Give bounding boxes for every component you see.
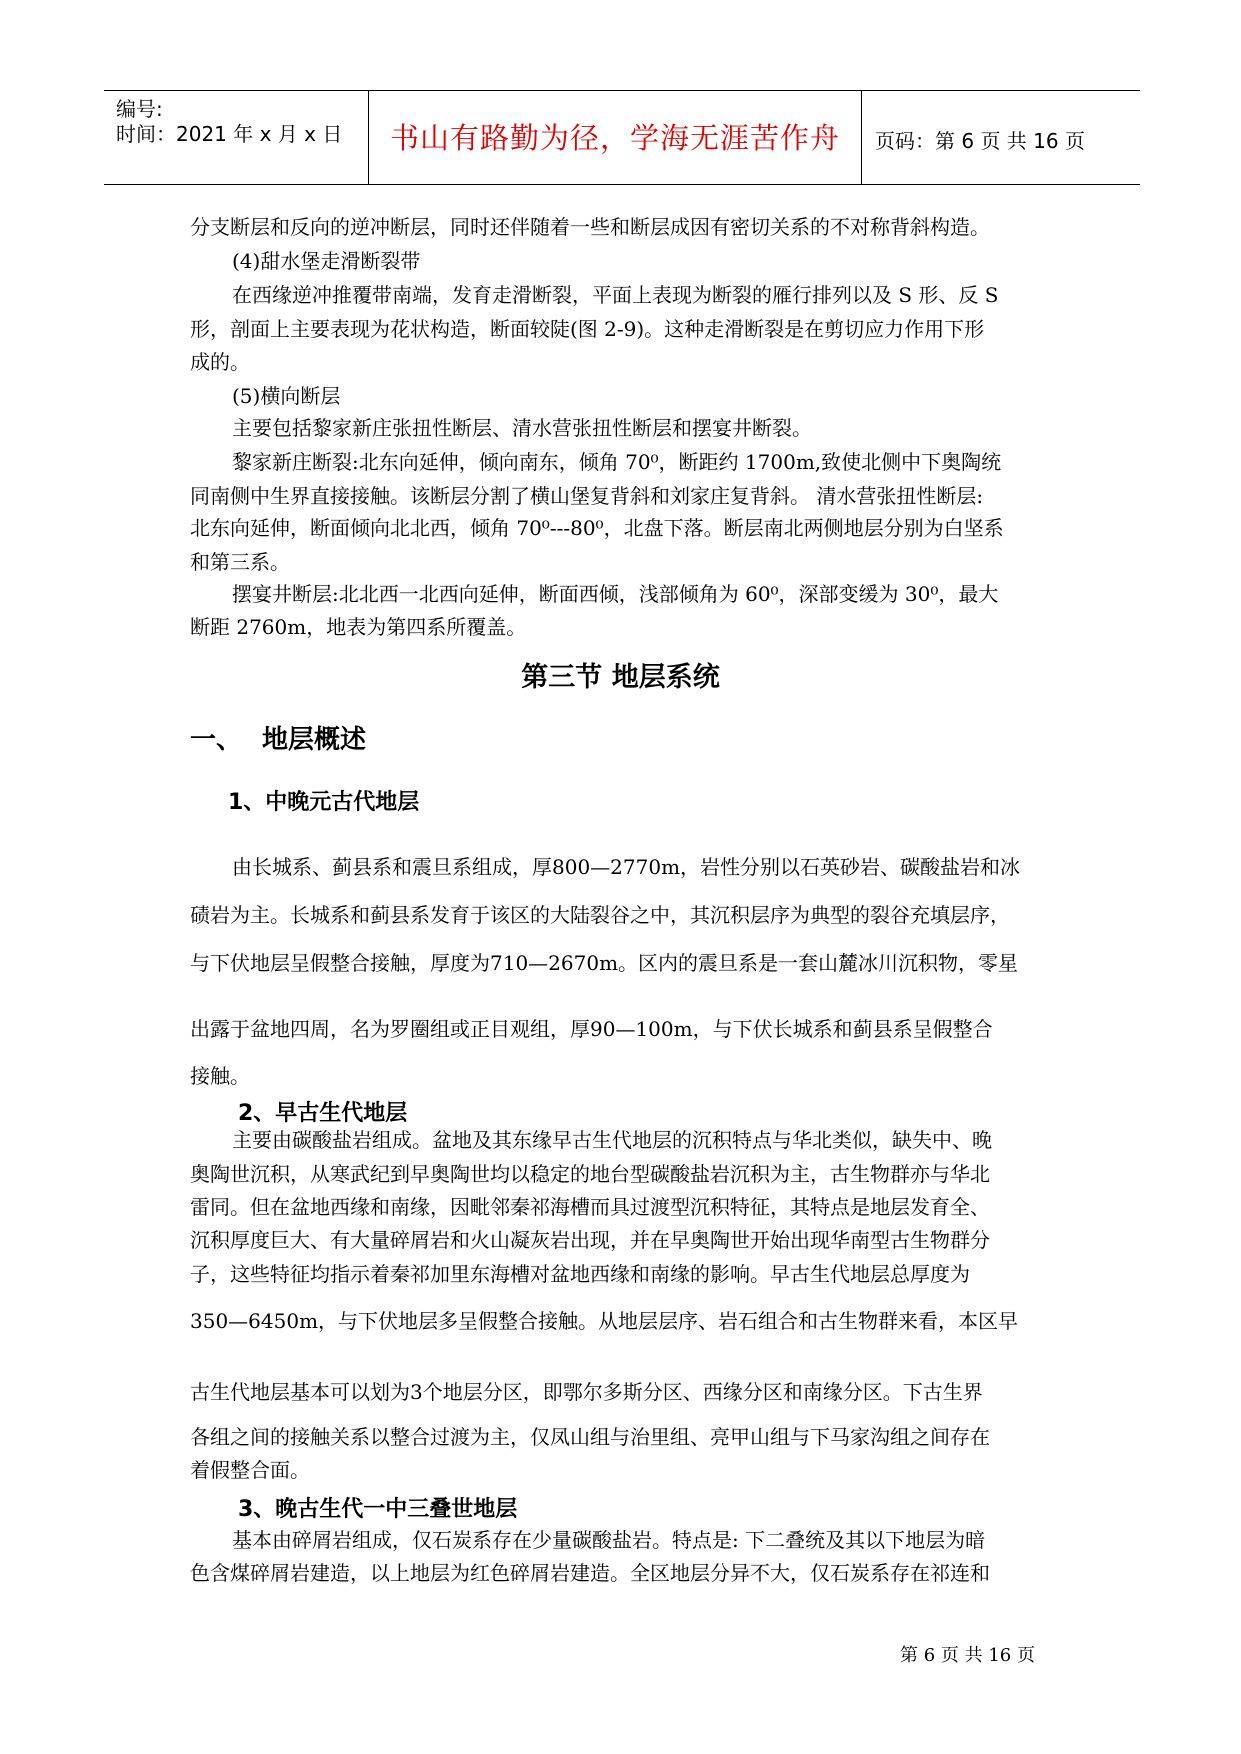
paragraph-line: 成的。 [190, 350, 250, 374]
paragraph-line: 各组之间的接触关系以整合过渡为主，仅凤山组与治里组、亮甲山组与下马家沟组之间存在 [190, 1425, 990, 1449]
header-center-cell [368, 91, 862, 184]
header-right-cell [861, 91, 1140, 184]
paragraph-line: 基本由碎屑岩组成，仅石炭系存在少量碳酸盐岩。特点是: 下二叠统及其以下地层为暗 [232, 1528, 986, 1552]
paragraph-line: 分支断层和反向的逆冲断层，同时还伴随着一些和断层成因有密切关系的不对称背斜构造。 [190, 215, 990, 239]
paragraph-line: 摆宴井断层:北北西一北西向延伸，断面西倾，浅部倾角为 60⁰，深部变缓为 30⁰，最大 [232, 582, 999, 606]
paragraph-line: 出露于盆地四周，名为罗圈组或正目观组，厚90—100m，与下伏长城系和蓟县系呈假整合 [190, 1017, 993, 1041]
subsection-3-heading: 3、晚古生代一中三叠世地层 [238, 1497, 518, 1522]
header-left-cell [104, 91, 368, 184]
document-time-label: 时间：2021 年 x 月 x 日 [116, 122, 343, 146]
chapter-title: 地层概述 [262, 725, 367, 755]
paragraph-line: 在西缘逆冲推覆带南端，发育走滑断裂，平面上表现为断裂的雁行排列以及 S 形、反 S [232, 283, 999, 307]
paragraph-line: 色含煤碎屑岩建造，以上地层为红色碎屑岩建造。全区地层分异不大，仅石炭系存在祁连和 [190, 1561, 990, 1585]
chapter-heading [190, 719, 366, 756]
paragraph-line: 黎家新庄断裂:北东向延伸，倾向南东，倾角 70⁰，断距约 1700m,致使北侧中下奥陶统 [232, 450, 1002, 474]
paragraph-line: 主要由碳酸盐岩组成。盆地及其东缘早古生代地层的沉积特点与华北类似，缺失中、晚 [232, 1128, 992, 1152]
paragraph-line: 古生代地层基本可以划为3个地层分区，即鄂尔多斯分区、西缘分区和南缘分区。下古生界 [190, 1380, 983, 1404]
subsection-heading: (5)横向断层 [232, 384, 341, 408]
chapter-number: 一、 [190, 725, 243, 755]
paragraph-line: 子，这些特征均指示着秦祁加里东海槽对盆地西缘和南缘的影响。早古生代地层总厚度为 [190, 1262, 970, 1286]
paragraph-line: 与下伏地层呈假整合接触，厚度为710—2670m。区内的震旦系是一套山麓冰川沉积物，零星 [190, 951, 1019, 975]
paragraph-line: 碛岩为主。长城系和蓟县系发育于该区的大陆裂谷之中，其沉积层序为典型的裂谷充填层序， [190, 903, 1010, 927]
header-motto: 书山有路勤为径，学海无涯苦作舟 [389, 121, 840, 155]
paragraph-line: 由长城系、蓟县系和震旦系组成，厚800—2770m，岩性分别以石英砂岩、碳酸盐岩和冰 [232, 855, 1021, 879]
document-number-label: 编号: [116, 97, 163, 121]
header-page-label: 页码：第 6 页 共 16 页 [875, 129, 1085, 153]
paragraph-line: 沉积厚度巨大、有大量碎屑岩和火山凝灰岩出现，并在早奥陶世开始出现华南型古生物群分 [190, 1228, 990, 1252]
paragraph-line: 雷同。但在盆地西缘和南缘，因毗邻秦祁海槽而具过渡型沉积特征，其特点是地层发育全、 [190, 1195, 990, 1219]
paragraph-line: 着假整合面。 [190, 1458, 310, 1482]
page-footer: 第 6 页 共 16 页 [900, 1645, 1035, 1666]
subsection-heading: (4)甜水堡走滑断裂带 [232, 249, 421, 273]
paragraph-line: 主要包括黎家新庄张扭性断层、清水营张扭性断层和摆宴井断裂。 [232, 416, 812, 440]
paragraph-line: 350—6450m，与下伏地层多呈假整合接触。从地层层序、岩石组合和古生物群来看，本区早 [190, 1309, 1019, 1333]
page-header [104, 90, 1140, 185]
section-title: 第三节 地层系统 [521, 662, 720, 693]
subsection-1-heading: 1、中晚元古代地层 [228, 790, 420, 815]
paragraph-line: 接触。 [190, 1064, 250, 1088]
paragraph-line: 形，剖面上主要表现为花状构造，断面较陡(图 2-9)。这种走滑断裂是在剪切应力作用下形 [190, 317, 985, 341]
paragraph-line: 同南侧中生界直接接触。该断层分割了横山堡复背斜和刘家庄复背斜。 清水营张扭性断层: [190, 484, 984, 508]
paragraph-line: 奥陶世沉积，从寒武纪到早奥陶世均以稳定的地台型碳酸盐岩沉积为主，古生物群亦与华北 [190, 1162, 990, 1186]
paragraph-line: 和第三系。 [190, 550, 290, 574]
paragraph-line: 断距 2760m，地表为第四系所覆盖。 [190, 615, 527, 639]
paragraph-line: 北东向延伸，断面倾向北北西，倾角 70⁰---80⁰，北盘下落。断层南北两侧地层分别为白坚系 [190, 516, 1004, 540]
subsection-2-heading: 2、早古生代地层 [238, 1101, 408, 1126]
